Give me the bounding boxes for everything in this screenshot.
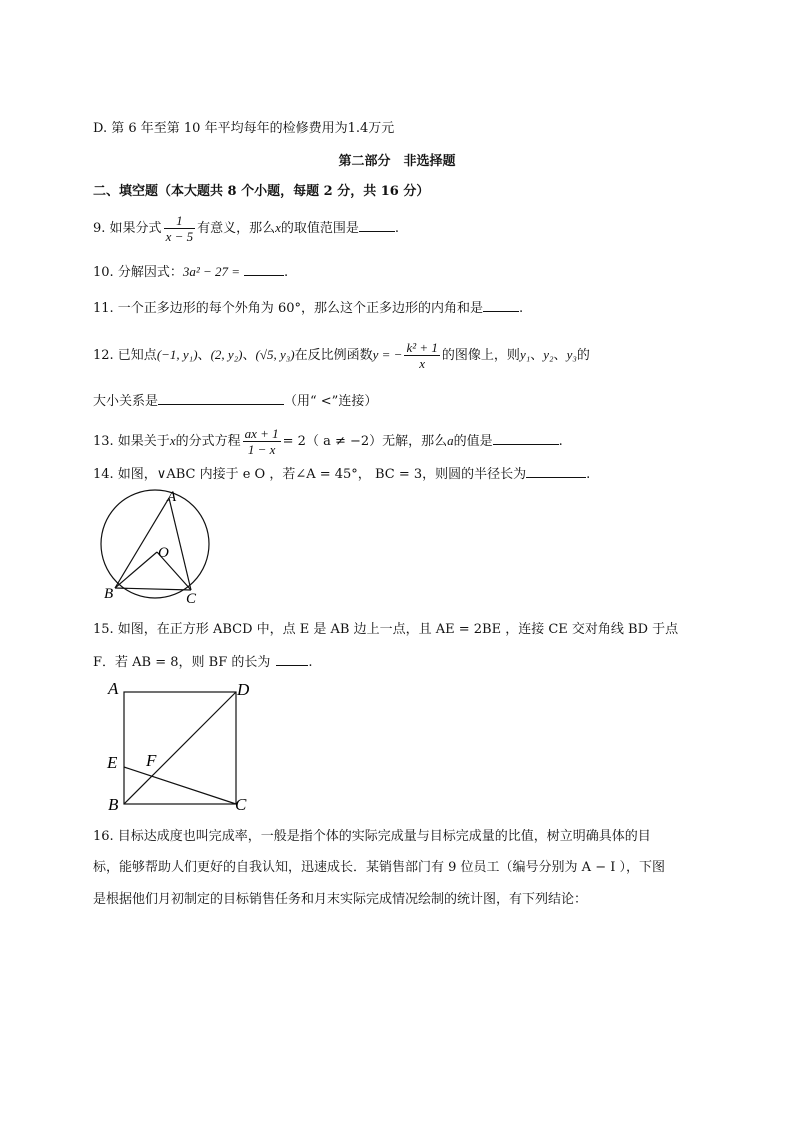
q14-circle [101,490,209,598]
q12-text: 12. 已知点 [93,348,157,363]
q14-label-o: O [158,545,169,561]
q13-var: x [169,433,176,448]
q11-period: . [518,301,524,316]
q15-period: . [308,655,313,670]
q15-label-b: B [108,795,119,814]
q13-answer-blank[interactable] [493,430,559,445]
q12-fraction [404,340,439,371]
question-12: 12. 已知点(−1, y₁)、(2, y₂)、(√5, y₃)在反比例函数y = − $\frac{\text{k² + 1}}{x}$ 的图像上，则y₁、y₂、y₃的 [93,340,590,371]
q9-text-mid: 有意义，那么 [197,221,276,236]
q13-period: . [558,434,563,449]
question-10 [93,261,288,283]
q15-segment-ce [124,767,236,804]
q15-square-figure [104,678,264,818]
q9-numerator: 1 [164,213,196,229]
q12-numerator: k² + 1 [406,340,438,355]
q9-denominator: x − 5 [165,229,194,244]
q15-label-d: D [237,680,250,699]
q13-denominator: 1 − x [247,442,276,457]
q13-var-a: a [447,433,454,448]
q14-side-ac [169,498,191,590]
q13-fraction [243,426,281,457]
q15-diagonal-bd [124,692,236,804]
q12-y3: y₃ [566,347,577,362]
q15-label-e: E [107,753,118,772]
q9-period: . [394,221,400,236]
q14-label-c: C [186,591,197,606]
q13-text: 13. 如果关于 [93,434,170,449]
question-9 [93,213,399,244]
q10-answer-blank[interactable] [244,261,284,276]
q14-side-ab [115,498,169,588]
q13-text-post: 的值是 [453,434,493,449]
q12-function: y = − [372,347,403,362]
q12-point-1: (−1, y₁) [156,347,198,362]
q15-label-c: C [235,795,247,814]
q12-point-2: (2, y₂) [210,347,243,362]
question-15-line-2 [93,651,313,673]
q14-text: 14. 如图，∨ABC 内接于 e O ，若∠A = 45°， BC = 3，则圆的半径长为 [93,467,527,482]
question-14 [93,463,590,485]
q14-label-b: B [104,586,114,602]
option-d: D. 第 6 年至第 10 年平均每年的检修费用为1.4万元 [93,121,395,136]
question-16-line-3: 是根据他们月初制定的目标销售任务和月末实际完成情况绘制的统计图，有下列结论： [93,892,588,907]
q11-text: 11. 一个正多边形的每个外角为 60°，那么这个正多边形的内角和是 [93,301,483,316]
q15-answer-blank[interactable] [276,651,308,666]
q9-var: x [275,220,281,235]
q12-point-3: (√5, y₃) [255,347,295,362]
q12-answer-blank[interactable] [158,390,284,405]
q10-period: . [284,265,289,280]
q9-number: 9. [93,221,106,236]
q12-text-mid: 在反比例函数 [294,348,373,363]
q14-answer-blank[interactable] [526,463,586,478]
q12-denominator: x [419,356,426,371]
q13-numerator: ax + 1 [244,426,279,441]
question-11 [93,297,523,319]
q15-label-f: F [146,751,157,770]
q15-line2-text: F．若 AB = 8，则 BF 的长为 [93,655,271,670]
q14-period: . [586,467,591,482]
q10-number: 10. [93,265,114,280]
question-13 [93,426,563,457]
question-16-line-2: 标，能够帮助人们更好的自我认知，迅速成长．某销售部门有 9 位员工（编号分别为 A − I ），下图 [93,860,665,875]
q12-y2: y₂ [543,347,554,362]
q14-radius-ob [115,552,157,588]
q10-expression: 3a² − 27 = [182,264,241,279]
question-12-line-2 [93,390,377,412]
q9-text-post: 的取值范围是 [280,221,359,236]
q14-circle-figure [95,486,215,606]
q13-text-mid: 的分式方程 [175,434,241,449]
q13-equation-tail: = 2（ a ≠ −2）无解，那么 [282,434,448,449]
q11-answer-blank[interactable] [483,297,519,312]
q12-line2-hint: （用“ <”连接） [284,394,378,409]
q12-text-post: 的图像上，则 [441,348,520,363]
q12-y1: y₁ [519,347,531,362]
q15-label-a: A [108,679,119,698]
q12-line2-text: 大小关系是 [93,394,159,409]
question-15: 15. 如图，在正方形 ABCD 中，点 E 是 AB 边上一点，且 AE = 2BE ，连接 CE 交对角线 BD 于点 [93,622,679,637]
q9-answer-blank[interactable] [359,217,395,232]
q10-text: 分解因式： [117,265,183,280]
section-title: 二、填空题（本大题共 8 个小题，每题 2 分，共 16 分） [93,184,430,199]
q12-text-end: 的 [576,348,590,363]
q14-label-a: A [167,489,177,505]
q9-text: 如果分式 [109,221,162,236]
q9-fraction [164,213,196,244]
part-two-title: 第二部分 非选择题 [338,154,456,169]
question-16-line-1: 16. 目标达成度也叫完成率，一般是指个体的实际完成量与目标完成量的比值，树立明确具体的目 [93,829,651,844]
